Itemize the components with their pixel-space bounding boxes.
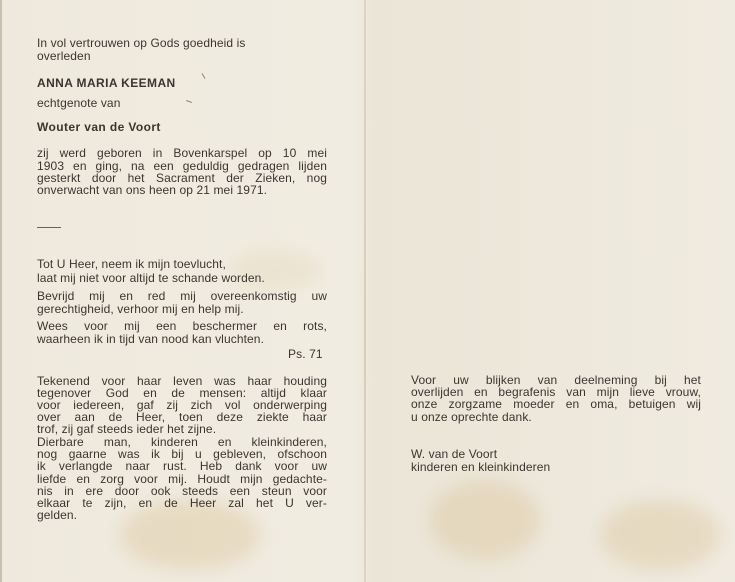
spouse-name: Wouter van de Voort xyxy=(37,120,161,134)
psalm-line: waarheen ik in tijd van nood kan vluchten. xyxy=(37,332,265,346)
bio-line: gesterkt door het Sacrament der Zieken, nog xyxy=(37,171,327,185)
spouse-intro: echtgenote van xyxy=(37,96,121,110)
reflection-line: ik verlangde naar rust. Heb dank voor uw xyxy=(37,459,327,473)
reflection-line: nis in ere door ook steeds een steun voor xyxy=(37,484,327,498)
reflection-line: over aan de Heer, toen deze ziekte haar xyxy=(37,410,327,424)
bio-line: 1903 en ging, na een geduldig gedragen lijden xyxy=(37,159,327,173)
thanks-line: Voor uw blijken van deelneming bij het xyxy=(411,373,701,387)
psalm-line: Tot U Heer, neem ik mijn toevlucht, xyxy=(37,257,226,271)
reflection-line: Dierbare man, kinderen en kleinkinderen, xyxy=(37,435,327,449)
reflection-line: trof, zij gaf steeds ieder het zijne. xyxy=(37,422,217,436)
signature-name: W. van de Voort xyxy=(411,447,498,461)
psalm-line: Bevrijd mij en red mij overeenkomstig uw xyxy=(37,289,327,303)
mark xyxy=(202,73,206,79)
reflection-line: liefde en zorg voor mij. Houdt mijn gedachte- xyxy=(37,472,327,486)
bio-line: zij werd geboren in Bovenkarspel op 10 mei xyxy=(37,146,327,160)
psalm-reference: Ps. 71 xyxy=(288,347,323,361)
reflection-line: nog gaarne was ik bij u gebleven, ofschoon xyxy=(37,447,327,461)
intro-line: overleden xyxy=(37,49,91,63)
thanks-line: u onze oprechte dank. xyxy=(411,410,532,424)
thanks-line: onze zorgzame moeder en oma, betuigen wij xyxy=(411,397,701,411)
reflection-line: tegenover God en de mensen: altijd klaar xyxy=(37,386,327,400)
psalm-line: Wees voor mij een beschermer en rots, xyxy=(37,319,327,333)
psalm-line: gerechtigheid, verhoor mij en help mij. xyxy=(37,302,244,316)
card-fold xyxy=(364,0,366,582)
intro-line: In vol vertrouwen op Gods goedheid is xyxy=(37,36,246,50)
reflection-line: voor iedereen, gaf zij zich vol onderwerping xyxy=(37,398,327,412)
bio-line: onverwacht van ons heen op 21 mei 1971. xyxy=(37,183,268,197)
stain xyxy=(430,480,540,560)
reflection-line: gelden. xyxy=(37,508,78,522)
deceased-name: ANNA MARIA KEEMAN xyxy=(37,76,176,90)
stain xyxy=(600,500,720,570)
reflection-line: elkaar te zijn, en de Heer zal het U ver- xyxy=(37,496,327,510)
thanks-line: overlijden en begrafenis van mijn lieve vrouw, xyxy=(411,385,701,399)
card-edge xyxy=(0,0,2,582)
mark xyxy=(186,100,192,103)
signature-family: kinderen en kleinkinderen xyxy=(411,460,551,474)
stain xyxy=(120,500,260,570)
separator-dash xyxy=(37,227,61,228)
reflection-line: Tekenend voor haar leven was haar houding xyxy=(37,374,327,388)
psalm-line: laat mij niet voor altijd te schande worden. xyxy=(37,271,265,285)
